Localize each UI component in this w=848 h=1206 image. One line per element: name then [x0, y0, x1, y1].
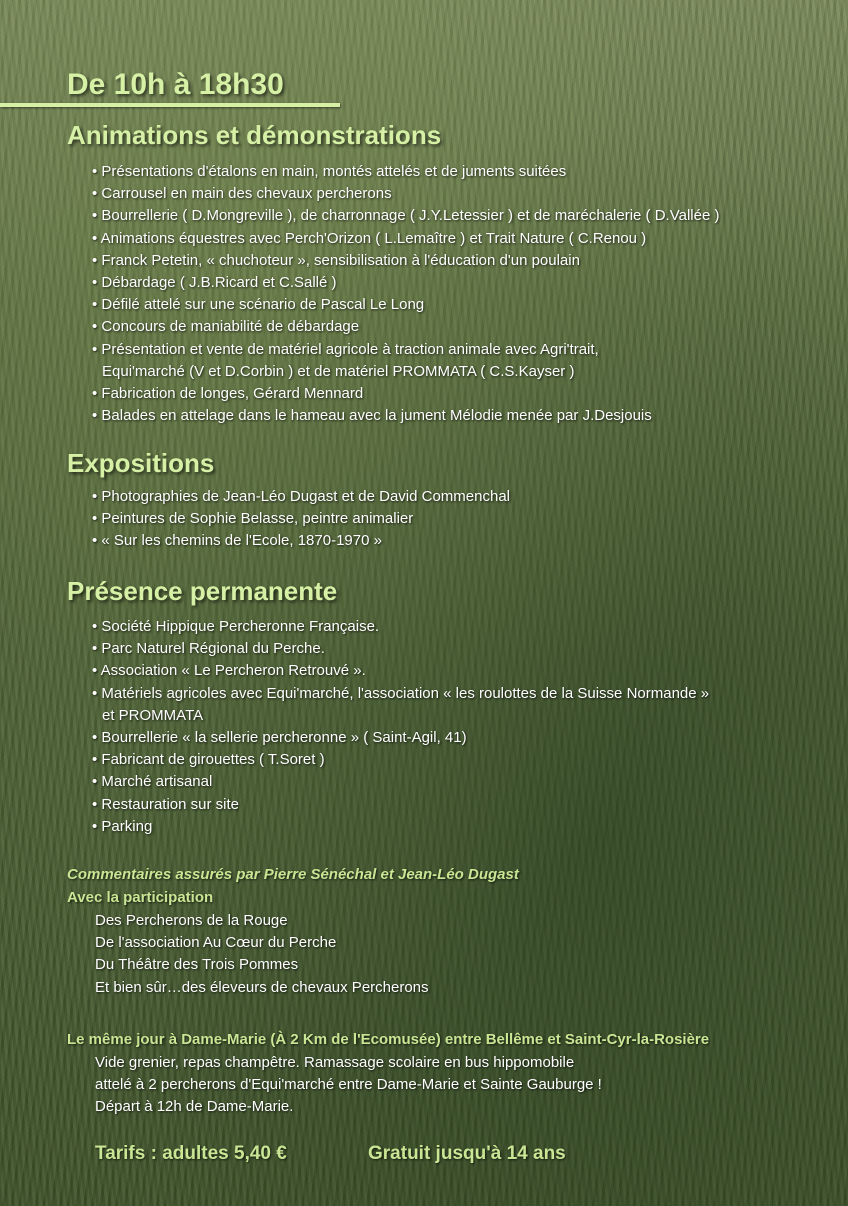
list-item: • Présentations d'étalons en main, montés attelés et de juments suitées: [92, 161, 719, 183]
list-item: Du Théâtre des Trois Pommes: [95, 956, 299, 974]
list-item: • Association « Le Percheron Retrouvé ».: [92, 660, 709, 682]
heading-underline: [0, 103, 340, 107]
list-item: • Fabrication de longes, Gérard Mennard: [92, 383, 719, 405]
tarif-adults: Tarifs : adultes 5,40 €: [95, 1143, 287, 1164]
time-heading: De 10h à 18h30: [67, 68, 284, 101]
list-item: De l'association Au Cœur du Perche: [95, 934, 337, 952]
list-item-line: Présentation et vente de matériel agricole à traction animale avec Agri'trait,: [101, 340, 599, 358]
animations-list: [92, 161, 719, 427]
list-item: [92, 683, 709, 727]
participants-list: [95, 910, 429, 999]
tarif-free: Gratuit jusqu'à 14 ans: [368, 1143, 566, 1164]
list-item-line: et PROMMATA: [102, 706, 204, 724]
list-item: • Restauration sur site: [92, 794, 709, 816]
list-item: • Franck Petetin, « chuchoteur », sensibilisation à l'éducation d'un poulain: [92, 250, 719, 272]
list-item: • Concours de maniabilité de débardage: [92, 316, 719, 338]
list-item: • Animations équestres avec Perch'Orizon ( L.Lemaître ) et Trait Nature ( C.Renou ): [92, 228, 719, 250]
list-item: • Fabricant de girouettes ( T.Soret ): [92, 749, 709, 771]
list-item: • « Sur les chemins de l'Ecole, 1870-1970 »: [92, 530, 510, 552]
list-item-line: Matériels agricoles avec Equi'marché, l'association « les roulottes de la Suisse Normande »: [101, 684, 710, 702]
list-item: • Société Hippique Percheronne Française.: [92, 616, 709, 638]
list-item: • Parc Naturel Régional du Perche.: [92, 638, 709, 660]
list-item: • Peintures de Sophie Belasse, peintre animalier: [92, 508, 510, 530]
list-item: • Débardage ( J.B.Ricard et C.Sallé ): [92, 272, 719, 294]
participation-title: Avec la participation: [67, 889, 214, 906]
presence-list: [92, 616, 709, 838]
presence-title: Présence permanente: [67, 576, 338, 606]
list-item: • Carrousel en main des chevaux percherons: [92, 183, 719, 205]
commentary-credit: Commentaires assurés par Pierre Sénéchal et Jean-Léo Dugast: [67, 866, 519, 883]
animations-title: Animations et démonstrations: [67, 120, 442, 150]
list-item: Vide grenier, repas champêtre. Ramassage scolaire en bus hippomobile: [95, 1054, 575, 1071]
list-item: • Parking: [92, 816, 709, 838]
list-item: Et bien sûr…des éleveurs de chevaux Percherons: [95, 978, 429, 996]
expositions-list: [92, 486, 510, 553]
dame-marie-title: Le même jour à Dame-Marie (À 2 Km de l'Ecomusée) entre Bellême et Saint-Cyr-la-Rosière: [67, 1031, 710, 1048]
list-item: attelé à 2 percherons d'Equi'marché entre Dame-Marie et Sainte Gauburge !: [95, 1076, 602, 1094]
list-item: Des Percherons de la Rouge: [95, 912, 288, 929]
list-item: • Défilé attelé sur une scénario de Pascal Le Long: [92, 294, 719, 316]
list-item-line: Equi'marché (V et D.Corbin ) et de matériel PROMMATA ( C.S.Kayser ): [102, 362, 575, 380]
list-item: [92, 339, 719, 383]
dame-marie-details: [95, 1052, 602, 1119]
list-item: • Bourrellerie ( D.Mongreville ), de charronnage ( J.Y.Letessier ) et de maréchalerie ( D.Vallée ): [92, 205, 719, 227]
list-item: • Photographies de Jean-Léo Dugast et de David Commenchal: [92, 486, 510, 508]
list-item: • Bourrellerie « la sellerie percheronne » ( Saint-Agil, 41): [92, 727, 709, 749]
expositions-title: Expositions: [67, 448, 215, 478]
list-item: • Marché artisanal: [92, 771, 709, 793]
list-item: Départ à 12h de Dame-Marie.: [95, 1098, 294, 1116]
list-item: • Balades en attelage dans le hameau avec la jument Mélodie menée par J.Desjouis: [92, 405, 719, 427]
